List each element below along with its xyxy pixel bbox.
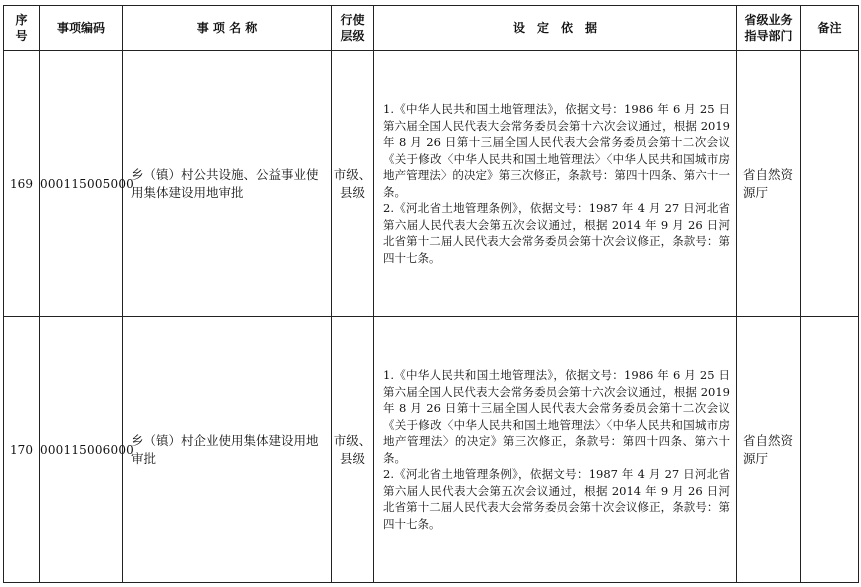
header-row — [4, 6, 859, 51]
header-seq: 序号 — [4, 6, 40, 51]
header-code: 事项编码 — [40, 6, 123, 51]
row-seq: 170 — [4, 317, 40, 583]
basis-paragraph: 2.《河北省土地管理条例》，依据文号：1987 年 4 月 27 日河北省第六届人民代表大会第五次会议通过，根据 2014 年 9 月 26 日河北省第十二届人民代表大会常务委员会第十次会议修正，条款号：第四十七条。 — [383, 467, 730, 531]
row-item-name: 乡（镇）村企业使用集体建设用地审批 — [123, 317, 332, 583]
row-dept: 省自然资源厅 — [737, 51, 801, 317]
row-dept: 省自然资源厅 — [737, 317, 801, 583]
row-note — [801, 317, 859, 583]
row-item-name: 乡（镇）村公共设施、公益事业使用集体建设用地审批 — [123, 51, 332, 317]
basis-paragraph: 1.《中华人民共和国土地管理法》，依据文号：1986 年 6 月 25 日第六届全国人民代表大会常务委员会第十六次会议通过，根据 2019 年 8 月 26 日第十三届全国人民代表大会常务委员会第十二次会议《关于修改〈中华人民共和国土地管理法〉〈中华人民共和国城市房地产管理法〉的决定》第三次修正，条款号：第四十四条、第六十条。 — [383, 368, 734, 465]
header-name: 事 项 名 称 — [123, 6, 332, 51]
row-code: 000115006000 — [40, 317, 123, 583]
row-note — [801, 51, 859, 317]
row-basis — [374, 51, 737, 317]
header-level: 行使层级 — [332, 6, 374, 51]
row-code: 000115005000 — [40, 51, 123, 317]
row-level: 市级、县级 — [332, 317, 374, 583]
header-dept: 省级业务指导部门 — [737, 6, 801, 51]
row-seq: 169 — [4, 51, 40, 317]
basis-paragraph: 1.《中华人民共和国土地管理法》，依据文号：1986 年 6 月 25 日第六届全国人民代表大会常务委员会第十六次会议通过，根据 2019 年 8 月 26 日第十三届全国人民代表大会常务委员会第十二次会议《关于修改〈中华人民共和国土地管理法〉〈中华人民共和国城市房地产管理法〉的决定》第三次修正，条款号：第四十四条、第六十一条。 — [383, 102, 734, 199]
row-level: 市级、县级 — [332, 51, 374, 317]
basis-paragraph: 2.《河北省土地管理条例》，依据文号：1987 年 4 月 27 日河北省第六届人民代表大会第五次会议通过，根据 2014 年 9 月 26 日河北省第十二届人民代表大会常务委员会第十次会议修正，条款号：第四十七条。 — [383, 201, 730, 265]
row-basis — [374, 317, 737, 583]
table-row — [4, 51, 859, 317]
approval-items-table — [3, 5, 859, 583]
table-row — [4, 317, 859, 583]
header-basis: 设 定 依 据 — [374, 6, 737, 51]
header-note: 备注 — [801, 6, 859, 51]
